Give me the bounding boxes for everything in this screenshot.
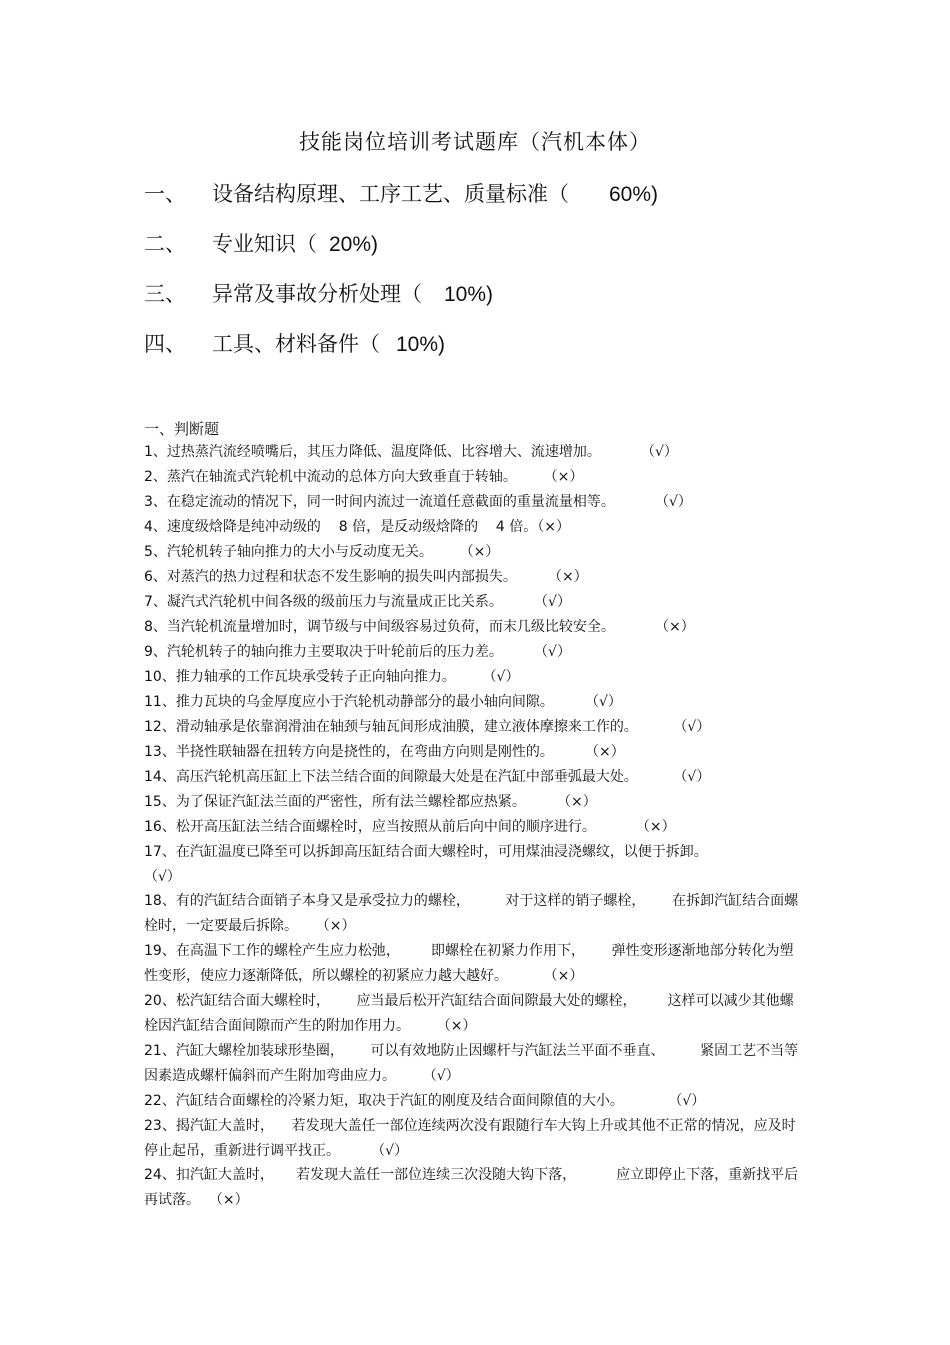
question-answer: （√）: [637, 769, 711, 785]
question-answer: （√）: [502, 644, 571, 660]
question-text: 18、有的汽缸结合面销子本身又是承受拉力的螺栓， 对于这样的销子螺栓， 在拆卸汽缸结合面螺栓时，一定要最后拆除。: [144, 893, 799, 934]
question-answer: （√）: [340, 1143, 409, 1159]
question-item: [144, 440, 804, 465]
section-number: 四、: [144, 332, 186, 356]
question-item: [144, 1039, 804, 1089]
question-item: [144, 790, 804, 815]
question-item: [144, 690, 804, 715]
question-answer: （×）: [410, 1018, 477, 1034]
question-item: [144, 889, 804, 939]
section-label: 工具、材料备件（: [212, 332, 380, 356]
question-answer: （√）: [144, 869, 181, 885]
question-text: 16、松开高压缸法兰结合面螺栓时，应当按照从前后向中间的顺序进行。: [144, 819, 596, 835]
question-text: 11、推力瓦块的乌金厚度应小于汽轮机动静部分的最小轴向间隙。: [144, 694, 554, 710]
question-answer: （√）: [553, 694, 622, 710]
question-text: 9、汽轮机转子的轴向推力主要取决于叶轮前后的压力差。: [144, 644, 503, 660]
question-text: 22、汽缸结合面螺栓的冷紧力矩，取决于汽缸的刚度及结合面间隙值的大小。: [144, 1093, 624, 1109]
question-answer: （×）: [432, 544, 500, 560]
question-text: 24、扣汽缸大盖时， 若发现大盖任一部位连续三次没随大钩下落， 应立即停止下落，重新找平后再试落。: [144, 1167, 799, 1208]
section-heading-3: [144, 278, 493, 308]
section-percent: 10%): [396, 333, 446, 356]
question-item: [144, 740, 804, 765]
question-answer: （×）: [200, 1192, 249, 1208]
question-answer: （√）: [455, 669, 520, 685]
question-item: [144, 540, 804, 565]
question-item: [144, 1089, 804, 1114]
question-item: [144, 840, 804, 890]
question-item: [144, 715, 804, 740]
question-text: 10、推力轴承的工作瓦块承受转子正向轴向推力。: [144, 669, 456, 685]
question-answer: （√）: [396, 1068, 460, 1084]
question-text: 21、汽缸大螺栓加装球形垫圈， 可以有效地防止因螺杆与汽缸法兰平面不垂直、 紧固工艺不当等因素造成螺杆偏斜而产生附加弯曲应力。: [144, 1043, 799, 1084]
question-answer: （×）: [553, 744, 625, 760]
question-text: 19、在高温下工作的螺栓产生应力松弛， 即螺栓在初紧力作用下， 弹性变形逐渐地部分转化为塑性变形，使应力逐渐降低，所以螺栓的初紧应力越大越好。: [144, 943, 794, 984]
question-answer: （×）: [508, 968, 584, 984]
question-type-heading: 一、判断题: [144, 420, 220, 438]
question-text: 4、速度级焓降是纯冲动级的 8 倍，是反动级焓降的 4 倍。: [144, 519, 538, 535]
question-text: 15、为了保证汽缸法兰面的严密性，所有法兰螺栓都应热紧。: [144, 794, 526, 810]
question-item: [144, 665, 804, 690]
document-title: 技能岗位培训考试题库（汽机本体）: [299, 130, 651, 154]
section-percent: 20%): [329, 233, 379, 256]
question-answer: （×）: [595, 819, 676, 835]
section-number: 二、: [144, 232, 186, 256]
question-item: [144, 1114, 804, 1164]
question-text: 13、半挠性联轴器在扭转方向是挠性的，在弯曲方向则是刚性的。: [144, 744, 554, 760]
question-item: [144, 939, 804, 989]
question-answer: （√）: [600, 444, 678, 460]
question-item: [144, 465, 804, 490]
question-text: 1、过热蒸汽流经喷嘴后，其压力降低、温度降低、比容增大、流速增加。: [144, 444, 601, 460]
question-answer: （×）: [516, 569, 588, 585]
question-text: 17、在汽缸温度已降至可以拆卸高压缸结合面大螺栓时，可用煤油浸浇螺纹，以便于拆卸。: [144, 844, 708, 860]
question-text: 14、高压汽轮机高压缸上下法兰结合面的间隙最大处是在汽缸中部垂弧最大处。: [144, 769, 638, 785]
question-item: [144, 989, 804, 1039]
question-item: [144, 515, 804, 540]
section-label: 专业知识（: [212, 232, 317, 256]
section-number: 一、: [144, 182, 186, 206]
question-item: [144, 815, 804, 840]
question-answer: （×）: [537, 519, 570, 535]
section-heading-2: [144, 228, 378, 258]
question-answer: （×）: [516, 469, 584, 485]
question-item: [144, 615, 804, 640]
question-text: 7、凝汽式汽轮机中间各级的级前压力与流量成正比关系。: [144, 594, 503, 610]
section-percent: 10%): [444, 283, 494, 306]
question-item: [144, 1163, 804, 1213]
question-text: 20、松汽缸结合面大螺栓时， 应当最后松开汽缸结合面间隙最大处的螺栓， 这样可以减少其他螺栓因汽缸结合面间隙而产生的附加作用力。: [144, 993, 794, 1034]
section-number: 三、: [144, 282, 186, 306]
question-item: [144, 490, 804, 515]
question-answer: （×）: [298, 918, 356, 934]
question-text: 23、揭汽缸大盖时， 若发现大盖任一部位连续两次没有跟随行车大钩上升或其他不正常的情况，应及时停止起吊，重新进行调平找正。: [144, 1118, 796, 1159]
question-answer: （×）: [525, 794, 597, 810]
question-answer: （√）: [623, 1093, 706, 1109]
question-item: [144, 565, 804, 590]
question-text: 2、蒸汽在轴流式汽轮机中流动的总体方向大致垂直于转轴。: [144, 469, 517, 485]
question-answer: （√）: [614, 494, 692, 510]
question-answer: （√）: [637, 719, 711, 735]
question-item: [144, 590, 804, 615]
section-label: 异常及事故分析处理（: [212, 282, 422, 306]
question-text: 12、滑动轴承是依靠润滑油在轴颈与轴瓦间形成油膜，建立液体摩擦来工作的。: [144, 719, 638, 735]
question-text: 3、在稳定流动的情况下，同一时间内流过一流道任意截面的重量流量相等。: [144, 494, 615, 510]
section-heading-1: [144, 178, 658, 208]
question-answer: （×）: [614, 619, 695, 635]
question-item: [144, 765, 804, 790]
section-label: 设备结构原理、工序工艺、质量标准（: [212, 182, 569, 206]
question-text: 5、汽轮机转子轴向推力的大小与反动度无关。: [144, 544, 433, 560]
section-percent: 60%): [609, 183, 659, 206]
question-text: 8、当汽轮机流量增加时，调节级与中间级容易过负荷，而末几级比较安全。: [144, 619, 615, 635]
question-answer: （√）: [502, 594, 571, 610]
question-item: [144, 640, 804, 665]
section-heading-4: [144, 328, 445, 358]
question-text: 6、对蒸汽的热力过程和状态不发生影响的损失叫内部损失。: [144, 569, 517, 585]
